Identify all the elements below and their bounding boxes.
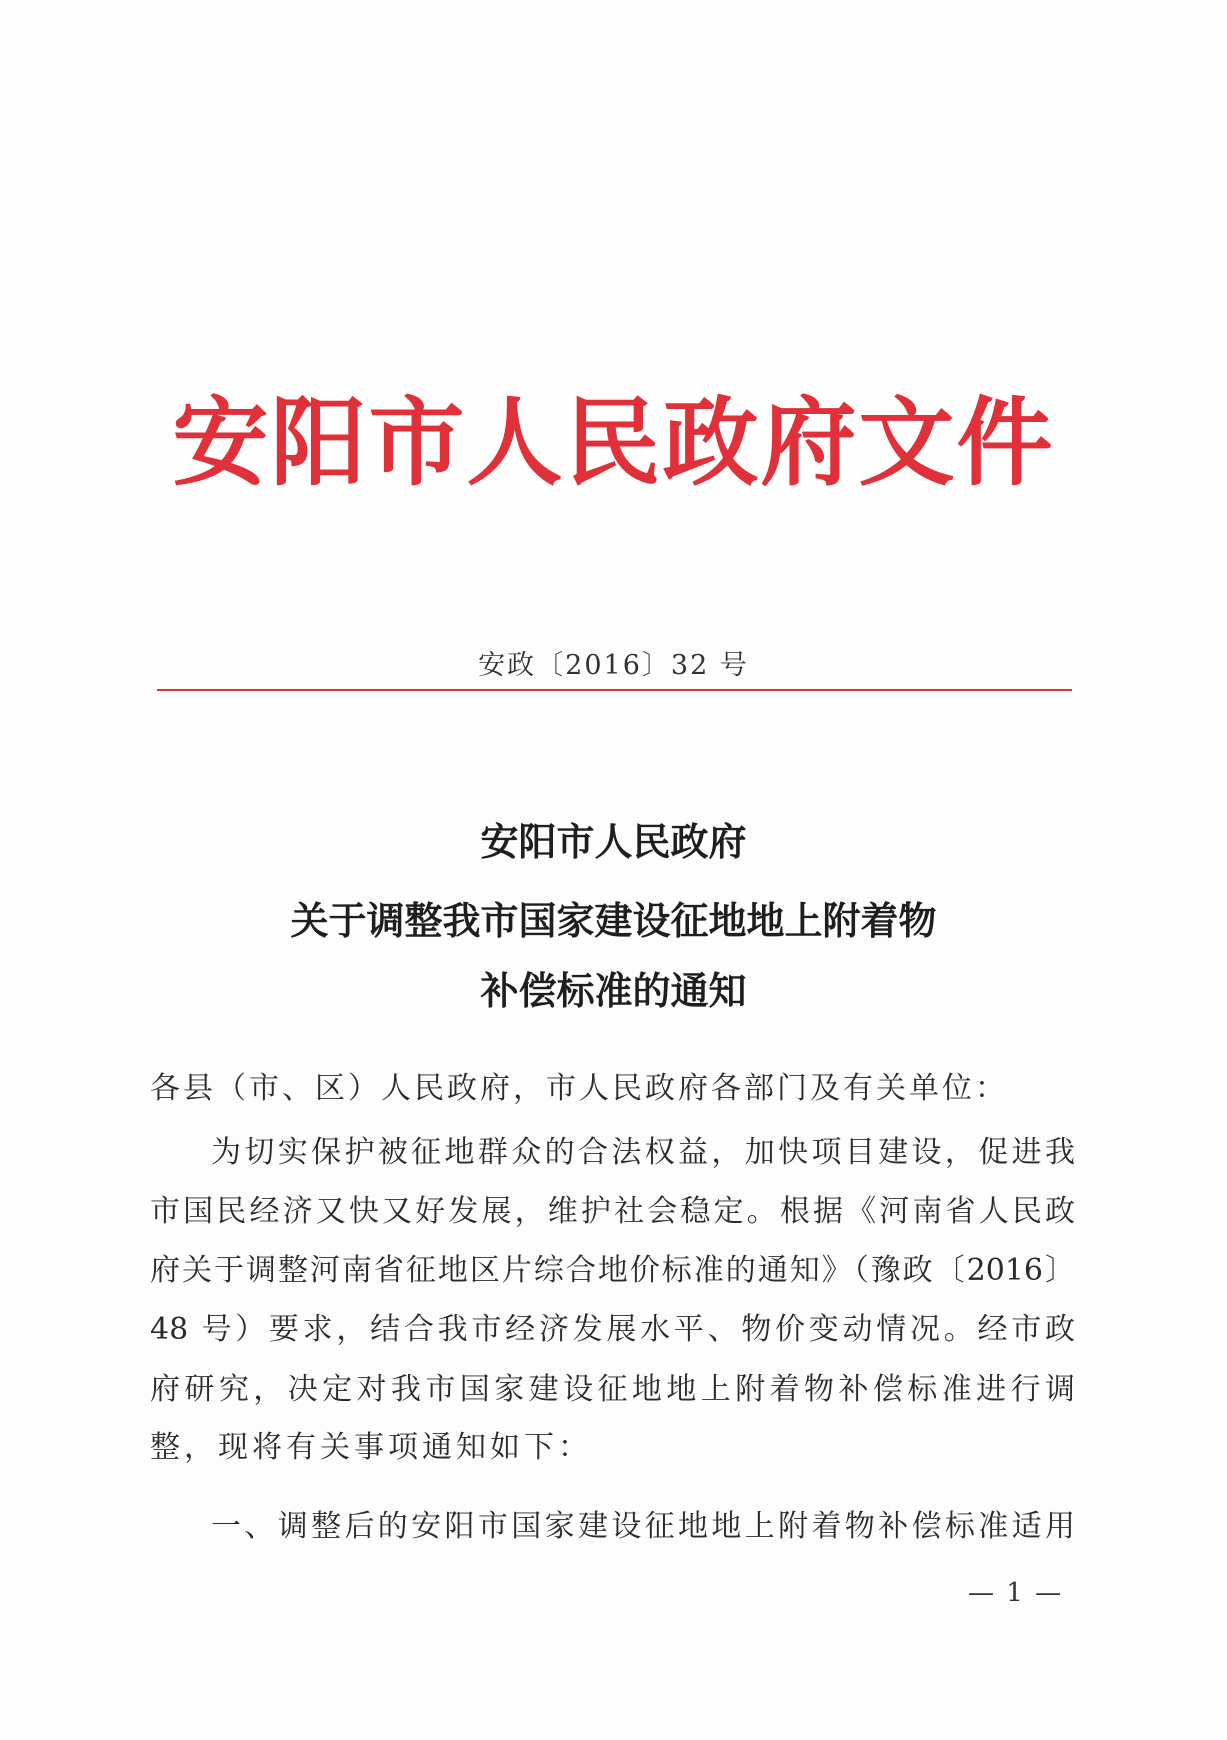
paragraph-1-line-6: 整，现将有关事项通知如下： (150, 1430, 592, 1465)
paragraph-1-line-4: 48 号）要求，结合我市经济发展水平、物价变动情况。经市政 (150, 1312, 1075, 1347)
title-line-2: 关于调整我市国家建设征地地上附着物 (290, 898, 937, 943)
paragraph-1-line-2: 市国民经济又快又好发展，维护社会稳定。根据《河南省人民政 (150, 1194, 1075, 1229)
page-number: — 1 — (968, 1578, 1064, 1608)
red-divider (157, 689, 1072, 691)
paragraph-1-line-1: 为切实保护被征地群众的合法权益，加快项目建设，促进我 (211, 1135, 1075, 1170)
issuer-header: 安阳市人民政府文件 (172, 386, 1055, 499)
paragraph-2-line-1: 一、调整后的安阳市国家建设征地地上附着物补偿标准适用 (211, 1509, 1075, 1544)
document-number: 安政〔2016〕32 号 (478, 650, 749, 681)
title-line-1: 安阳市人民政府 (480, 819, 747, 864)
title-line-3: 补偿标准的通知 (480, 968, 747, 1013)
paragraph-1-line-5: 府研究，决定对我市国家建设征地地上附着物补偿标准进行调 (150, 1372, 1075, 1407)
addressee: 各县（市、区）人民政府，市人民政府各部门及有关单位： (150, 1071, 1008, 1106)
paragraph-1-line-3: 府关于调整河南省征地区片综合地价标准的通知》（豫政〔2016〕 (150, 1253, 1075, 1288)
